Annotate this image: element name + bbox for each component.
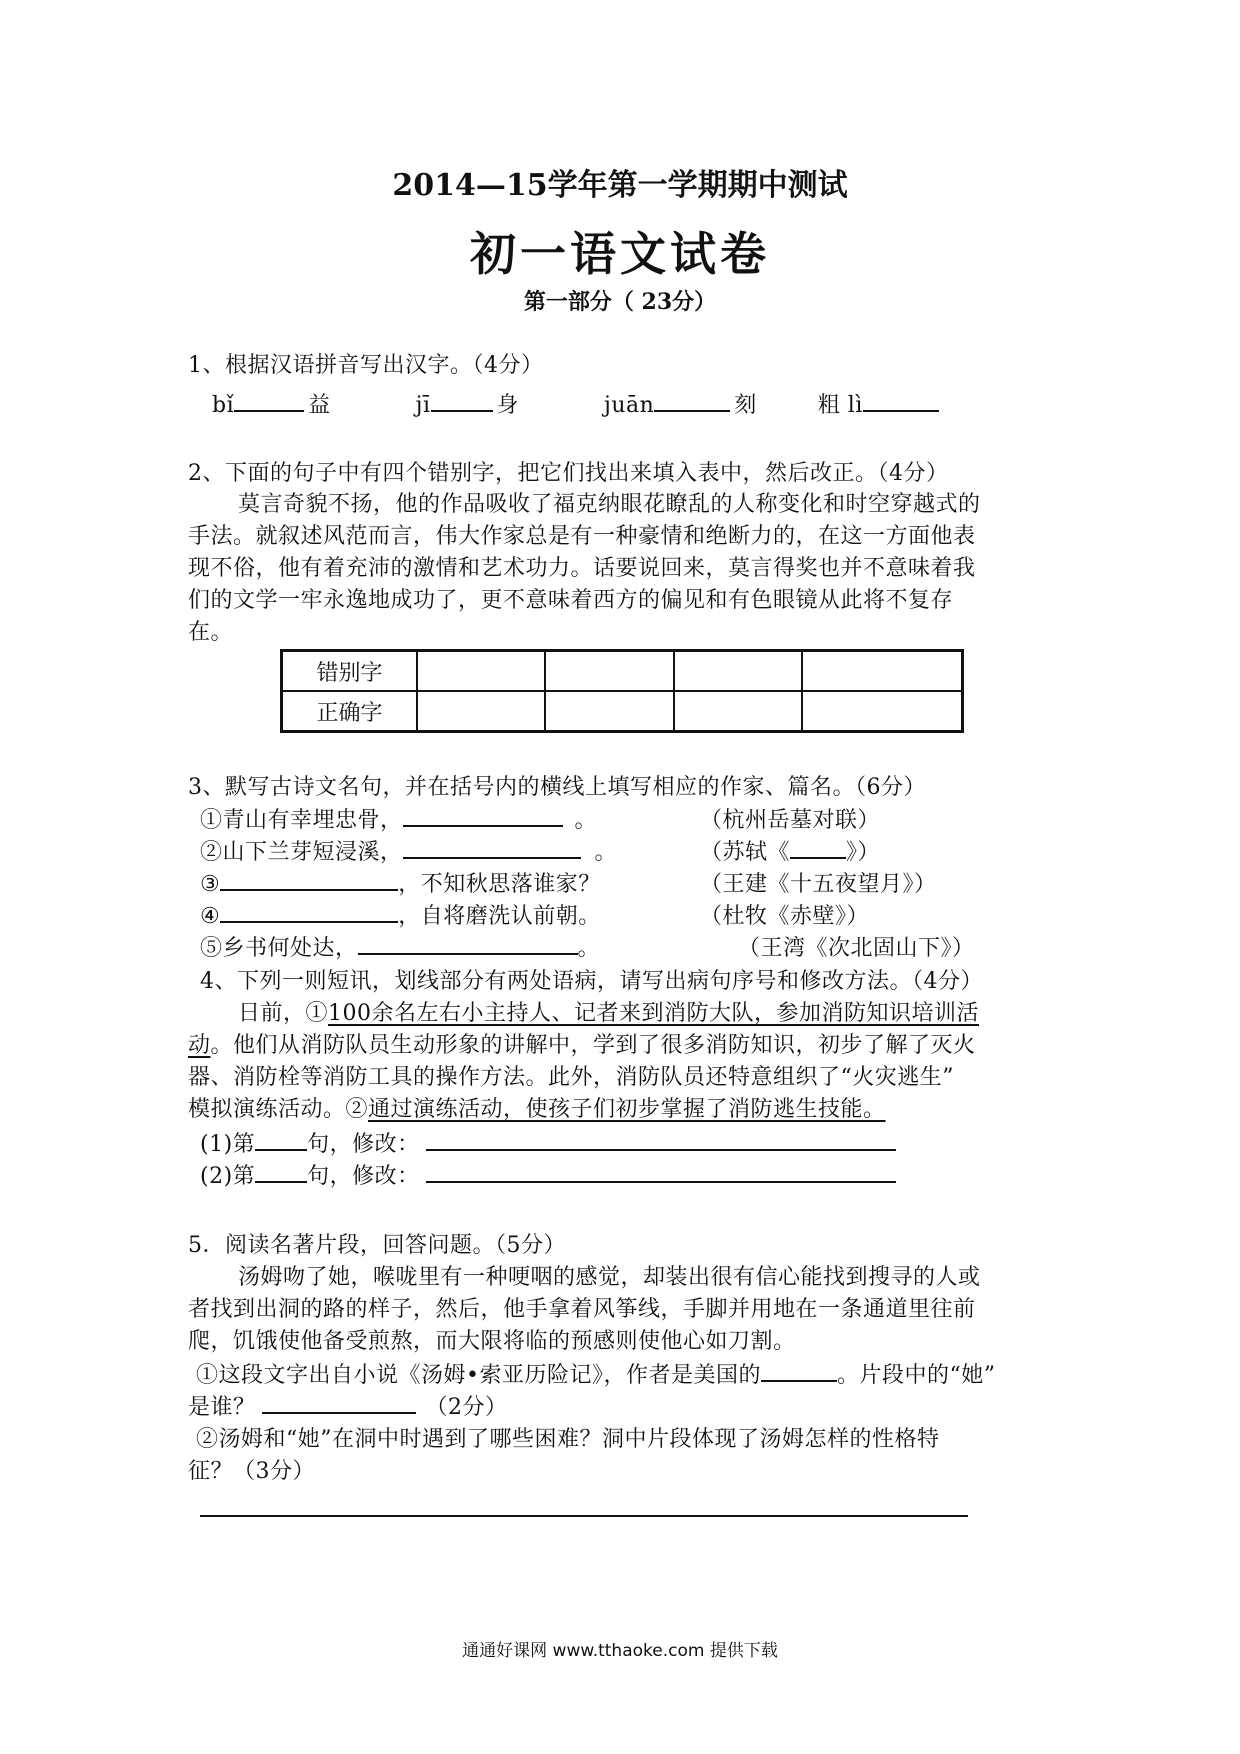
q3-source-1: （杭州岳墓对联）: [700, 808, 881, 833]
answer-blank[interactable]: [255, 1129, 307, 1151]
answer-cell[interactable]: [417, 651, 545, 692]
q3-line-3: [200, 869, 601, 900]
answer-blank[interactable]: [262, 1392, 416, 1414]
q4-passage-line: [188, 1094, 886, 1125]
q2-passage-line: 手法。就叙述风范而言，伟大作家总是有一种豪情和绝断力的，在这一方面他表: [188, 524, 976, 549]
answer-blank[interactable]: [654, 390, 730, 412]
q3-text: ④: [200, 904, 221, 929]
part-heading: 第一部分（ 23分）: [523, 289, 717, 315]
q4-text: (2)第: [200, 1164, 256, 1189]
q5-passage-line: 汤姆吻了她，喉咙里有一种哽咽的感觉，却装出很有信心能找到搜寻的人或: [238, 1265, 981, 1290]
q4-passage-line: 器、消防栓等消防工具的操作方法。此外，消防队员还特意组织了“火灾逃生”: [188, 1065, 954, 1090]
answer-cell[interactable]: [545, 651, 673, 692]
q5-sub-1: [196, 1360, 995, 1391]
q2-prompt: 2、下面的句子中有四个错别字，把它们找出来填入表中，然后改正。（4分）: [188, 461, 949, 486]
answer-cell[interactable]: [545, 691, 673, 732]
q1-items: [212, 390, 939, 421]
q3-text: 》）: [846, 840, 881, 865]
q5-sub-2-cont: 征？（3分）: [188, 1459, 315, 1484]
footer-credit: 通通好课网 www.tthaoke.com 提供下载: [462, 1641, 778, 1661]
underlined-sentence-1-end: 动: [188, 1033, 211, 1058]
q5-sub-1-cont: [188, 1392, 508, 1423]
q3-source-5: （王湾《次北固山下》）: [738, 936, 975, 961]
answer-blank[interactable]: [255, 1161, 307, 1183]
answer-cell[interactable]: [802, 691, 962, 732]
answer-blank[interactable]: [426, 1129, 896, 1151]
q3-text: ③: [200, 872, 221, 897]
q2-passage-line: 们的文学一牢永逸地成功了，更不意味着西方的偏见和有色眼镜从此将不复存: [188, 588, 954, 613]
answer-cell[interactable]: [674, 651, 802, 692]
answer-blank[interactable]: [761, 1360, 837, 1382]
row-header-correct: 正确字: [282, 691, 418, 732]
answer-cell[interactable]: [802, 651, 962, 692]
answer-blank[interactable]: [220, 901, 398, 923]
table-row: [282, 691, 963, 732]
correction-table: [280, 649, 964, 733]
answer-cell[interactable]: [417, 691, 545, 732]
q4-text: (1)第: [200, 1132, 256, 1157]
answer-cell[interactable]: [674, 691, 802, 732]
answer-blank[interactable]: [234, 390, 304, 412]
pinyin-juan: juān: [604, 393, 655, 418]
answer-blank[interactable]: [426, 1161, 896, 1183]
q5-passage-line: 者找到出洞的路的样子，然后，他手拿着风筝线，手脚并用地在一条通道里往前: [188, 1297, 976, 1322]
q3-source-4: （杜牧《赤壁》）: [700, 904, 870, 929]
q1-char-shen: 身: [496, 393, 520, 418]
q3-prompt: 3、默写古诗文名句，并在括号内的横线上填写相应的作家、篇名。（6分）: [188, 775, 926, 800]
q5-text: 。片段中的“她”: [836, 1363, 996, 1388]
underlined-sentence-1: 100余名左右小主持人、记者来到消防大队，参加消防知识培训活: [328, 1001, 980, 1026]
q3-line-2: [200, 837, 617, 868]
q5-text: ①这段文字出自小说《汤姆•索亚历险记》，作者是美国的: [196, 1363, 761, 1388]
q3-text: ，自将磨洗认前朝。: [398, 904, 601, 929]
q3-text: ①青山有幸埋忠骨，: [200, 808, 403, 833]
q4-passage-line: [238, 998, 979, 1029]
q3-text: ⑤乡书何处达，: [200, 936, 358, 961]
row-header-wrong: 错别字: [282, 651, 418, 692]
answer-blank[interactable]: [790, 837, 846, 859]
q3-line-5: [200, 933, 600, 964]
q2-passage-line: 现不俗，他有着充沛的激情和艺术功力。话要说回来，莫言得奖也并不意味着我: [188, 556, 976, 581]
q3-text: 。: [594, 840, 618, 865]
answer-blank[interactable]: [403, 805, 563, 827]
q5-text: （2分）: [425, 1395, 508, 1420]
q5-sub-2: ②汤姆和“她”在洞中时遇到了哪些困难？洞中片段体现了汤姆怎样的性格特: [196, 1427, 940, 1452]
q3-source-2: [700, 837, 880, 868]
q4-prompt: 4、下列一则短讯，划线部分有两处语病，请写出病句序号和修改方法。（4分）: [200, 969, 983, 994]
answer-blank[interactable]: [431, 390, 493, 412]
answer-blank[interactable]: [863, 390, 939, 412]
q1-char-yi: 益: [308, 393, 331, 418]
q5-passage-line: 爬，饥饿使他备受煎熬，而大限将临的预感则使他心如刀割。: [188, 1329, 796, 1354]
exam-subtitle: 初一语文试卷: [470, 227, 770, 281]
exam-title: 2014—15学年第一学期期中测试: [392, 168, 848, 203]
q3-text: 。: [577, 936, 601, 961]
q3-source-3: （王建《十五夜望月》）: [700, 872, 937, 897]
q4-answer-1: [200, 1129, 896, 1160]
q5-text: 是谁？: [188, 1395, 256, 1420]
q4-text: 句，修改：: [307, 1164, 420, 1189]
q5-prompt: 5．阅读名著片段，回答问题。（5分）: [188, 1233, 566, 1258]
answer-line[interactable]: [200, 1515, 968, 1517]
q4-answer-2: [200, 1161, 896, 1192]
pinyin-bi: bǐ: [212, 393, 235, 418]
underlined-sentence-2: 通过演练活动，使孩子们初步掌握了消防逃生技能。: [368, 1097, 886, 1122]
q3-line-4: [200, 901, 601, 932]
q4-text: 。他们从消防队员生动形象的讲解中，学到了很多消防知识，初步了解了灭火: [210, 1033, 976, 1058]
q3-text: （苏轼《: [700, 840, 791, 865]
q3-text: ，不知秋思落谁家？: [398, 872, 601, 897]
q2-passage-line: 莫言奇貌不扬，他的作品吸收了福克纳眼花瞭乱的人称变化和时空穿越式的: [238, 492, 981, 517]
q4-text: 句，修改：: [307, 1132, 420, 1157]
q1-prompt: 1、根据汉语拼音写出汉字。（4分）: [188, 353, 544, 378]
q3-line-1: [200, 805, 597, 836]
q4-passage-line: [188, 1030, 976, 1061]
q3-text: 。: [574, 808, 598, 833]
q1-char-ke: 刻: [734, 393, 757, 418]
table-row: [282, 651, 963, 692]
answer-blank[interactable]: [403, 837, 581, 859]
answer-blank[interactable]: [220, 869, 398, 891]
pinyin-ji: jī: [415, 393, 431, 418]
pinyin-li: 粗 lì: [817, 393, 863, 418]
q2-passage-line: 在。: [188, 620, 234, 645]
answer-blank[interactable]: [358, 933, 578, 955]
q4-text: 模拟演练活动。②: [188, 1097, 369, 1122]
q4-text: 日前，①: [238, 1001, 329, 1026]
q3-text: ②山下兰芽短浸溪，: [200, 840, 403, 865]
